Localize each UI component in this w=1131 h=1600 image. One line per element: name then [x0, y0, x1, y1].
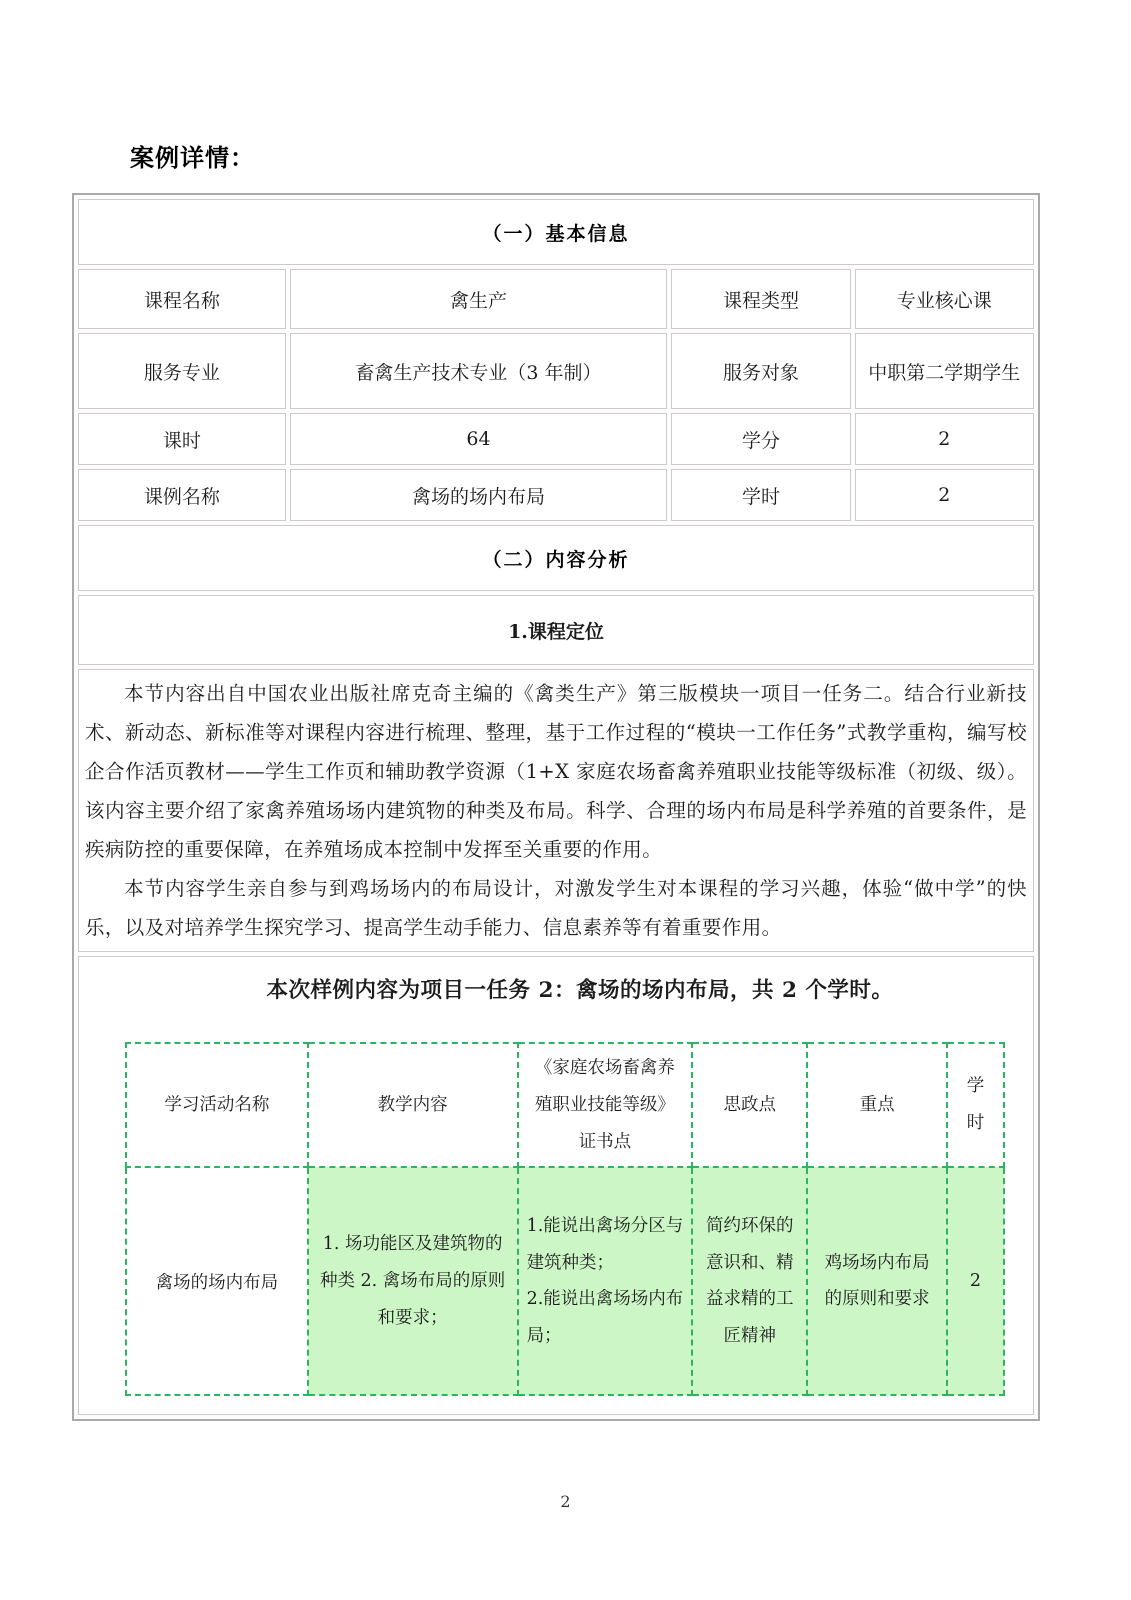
certificate-point-2: 2.能说出禽场场内布局；	[526, 1289, 684, 1346]
header-hours	[947, 1043, 1004, 1167]
subsection-course-positioning: 1.课程定位	[78, 595, 1034, 665]
sample-note: 本次样例内容为项目一任务 2：禽场的场内布局，共 2 个学时。	[266, 978, 894, 1003]
cell-key-points: 鸡场场内布局的原则和要求	[807, 1167, 947, 1395]
value-class-hours: 64	[290, 413, 668, 465]
activity-table-data-row	[126, 1167, 1004, 1395]
value-credits: 2	[855, 413, 1034, 465]
label-service-major: 服务专业	[78, 333, 286, 409]
certificate-point-1: 1.能说出禽场分区与建筑种类；	[526, 1215, 684, 1273]
label-credits: 学分	[671, 413, 850, 465]
course-positioning-text	[78, 669, 1034, 952]
table-row	[78, 269, 1034, 329]
label-lesson-name: 课例名称	[78, 469, 286, 521]
label-lesson-hours: 学时	[671, 469, 850, 521]
header-key-points: 重点	[807, 1043, 947, 1167]
label-class-hours: 课时	[78, 413, 286, 465]
table-row	[78, 333, 1034, 409]
header-certificate-points: 《家庭农场畜禽养殖职业技能等级》证书点	[518, 1043, 693, 1167]
header-hours-label: 学时	[966, 1076, 985, 1134]
label-service-target: 服务对象	[671, 333, 850, 409]
cell-hours: 2	[947, 1167, 1004, 1395]
label-course-type: 课程类型	[671, 269, 850, 329]
header-ideology-points: 思政点	[692, 1043, 807, 1167]
cell-certificate-points	[518, 1167, 693, 1395]
page-number: 2	[560, 1492, 571, 1511]
label-course-name: 课程名称	[78, 269, 286, 329]
table-row	[78, 469, 1034, 521]
value-service-target: 中职第二学期学生	[855, 333, 1034, 409]
value-lesson-hours: 2	[855, 469, 1034, 521]
header-teaching-content: 教学内容	[308, 1043, 518, 1167]
cell-teaching-content: 1. 场功能区及建筑物的种类 2. 禽场布局的原则和要求；	[308, 1167, 518, 1395]
value-course-type: 专业核心课	[855, 269, 1034, 329]
section-header-basic-info: （一）基本信息	[78, 199, 1034, 265]
paragraph-2: 本节内容学生亲自参与到鸡场场内的布局设计，对激发学生对本课程的学习兴趣，体验“做中学”的快乐，以及对培养学生探究学习、提高学生动手能力、信息素养等有着重要作用。	[85, 877, 1027, 939]
paragraph-1: 本节内容出自中国农业出版社席克奇主编的《禽类生产》第三版模块一项目一任务二。结合行业新技术、新动态、新标准等对课程内容进行梳理、整理，基于工作过程的“模块一工作任务”式教学重构，编写校企合作活页教材——学生工作页和辅助教学资源（1+X 家庭农场畜禽养殖职业技能等级标准（初级、级）。该内容主要介绍了家禽养殖场场内建筑物的种类及布局。科学、合理的场内布局是科学养殖的首要条件，是疾病防控的重要保障，在养殖场成本控制中发挥至关重要的作用。	[85, 682, 1027, 861]
activity-table-header-row	[126, 1043, 1004, 1167]
section-header-content-analysis: （二）内容分析	[78, 525, 1034, 591]
cell-activity-name: 禽场的场内布局	[126, 1167, 308, 1395]
sample-section	[78, 956, 1034, 1415]
header-activity-name: 学习活动名称	[126, 1043, 308, 1167]
page-title: 案例详情：	[130, 143, 255, 172]
value-course-name: 禽生产	[290, 269, 668, 329]
value-service-major: 畜禽生产技术专业（3 年制）	[290, 333, 668, 409]
cell-ideology-points: 简约环保的意识和、精益求精的工匠精神	[692, 1167, 807, 1395]
value-lesson-name: 禽场的场内布局	[290, 469, 668, 521]
activity-table	[125, 1042, 1005, 1396]
table-row	[78, 413, 1034, 465]
case-detail-table	[72, 193, 1040, 1421]
